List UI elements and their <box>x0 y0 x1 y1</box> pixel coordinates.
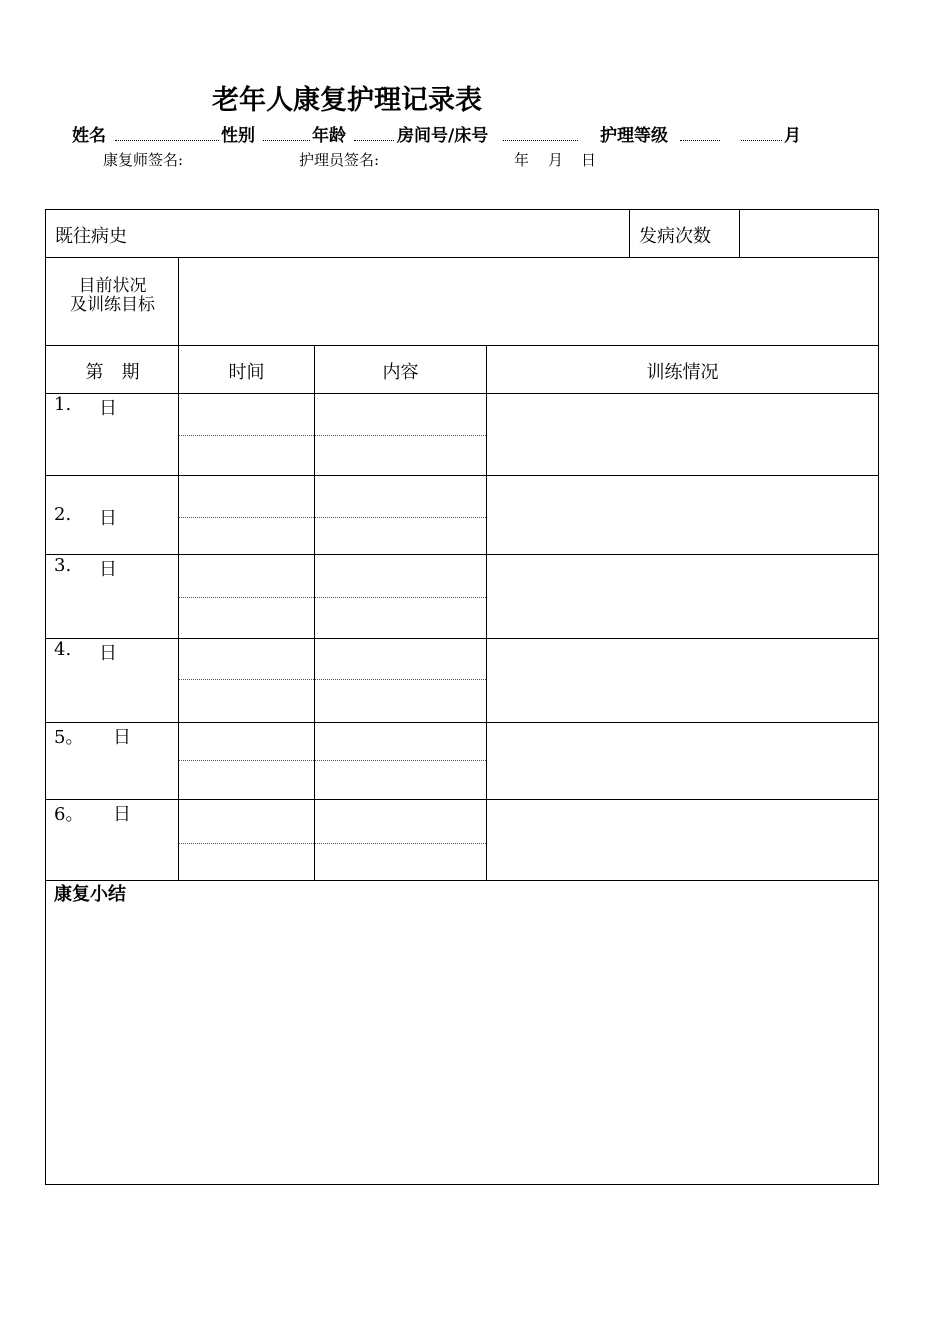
history-field[interactable] <box>56 210 628 257</box>
period-2-number: 2. <box>54 504 72 525</box>
table-border-right <box>878 209 879 1185</box>
current-status-field[interactable] <box>179 258 878 345</box>
table-rule <box>45 345 879 346</box>
period-5-day: 日 <box>113 727 131 748</box>
sub-row-divider <box>179 517 486 518</box>
table-rule <box>45 475 879 476</box>
table-rule <box>45 554 879 555</box>
table-rule <box>45 638 879 639</box>
table-rule <box>45 799 879 800</box>
table-rule <box>45 880 879 881</box>
name-label: 姓名 <box>72 126 106 146</box>
sub-row-divider <box>179 597 486 598</box>
form-title: 老年人康复护理记录表 <box>212 85 482 116</box>
table-rule <box>45 722 879 723</box>
table-rule <box>314 345 315 881</box>
therapist-signature-label: 康复师签名: <box>103 151 184 169</box>
care-level-label: 护理等级 <box>600 126 668 146</box>
current-status-label-line2: 及训练目标 <box>70 295 155 315</box>
period-5-number: 5。 <box>54 727 84 748</box>
period-2-day: 日 <box>99 508 117 529</box>
date-day-label: 日 <box>581 151 597 169</box>
sub-row-divider <box>179 760 486 761</box>
date-year-label: 年 <box>514 151 530 169</box>
gender-field[interactable] <box>263 140 310 141</box>
room-bed-label: 房间号/床号 <box>397 126 489 146</box>
period-3-number: 3. <box>54 555 72 576</box>
table-rule <box>178 257 179 881</box>
onset-count-field[interactable] <box>740 210 878 257</box>
period-1-day: 日 <box>99 398 117 419</box>
table-rule <box>45 393 879 394</box>
age-field[interactable] <box>354 140 394 141</box>
period-3-day: 日 <box>99 559 117 580</box>
history-label: 既往病史 <box>55 226 127 247</box>
month-label: 月 <box>784 126 801 146</box>
table-rule <box>629 209 630 258</box>
period-4-number: 4. <box>54 639 72 660</box>
period-4-day: 日 <box>99 643 117 664</box>
period-1-number: 1. <box>54 394 72 415</box>
onset-count-label: 发病次数 <box>639 226 711 247</box>
column-header-time: 时间 <box>228 362 265 383</box>
current-status-label-line1: 目前状况 <box>78 276 147 296</box>
name-field[interactable] <box>115 140 219 141</box>
column-header-period: 第 期 <box>85 362 140 383</box>
care-level-field[interactable] <box>680 140 720 141</box>
room-bed-field[interactable] <box>503 140 578 141</box>
sub-row-divider <box>179 843 486 844</box>
date-month-label: 月 <box>548 151 564 169</box>
column-header-content: 内容 <box>382 362 419 383</box>
table-rule <box>486 345 487 881</box>
caregiver-signature-label: 护理员签名: <box>299 151 380 169</box>
sub-row-divider <box>179 435 486 436</box>
column-header-training: 训练情况 <box>646 362 719 383</box>
period-6-day: 日 <box>113 804 131 825</box>
table-border-bottom <box>45 1184 879 1185</box>
summary-label: 康复小结 <box>54 884 126 905</box>
age-label: 年龄 <box>312 126 346 146</box>
sub-row-divider <box>179 679 486 680</box>
summary-field[interactable] <box>46 905 878 1183</box>
month-field[interactable] <box>741 140 782 141</box>
period-6-number: 6。 <box>54 804 84 825</box>
gender-label: 性别 <box>221 126 255 146</box>
